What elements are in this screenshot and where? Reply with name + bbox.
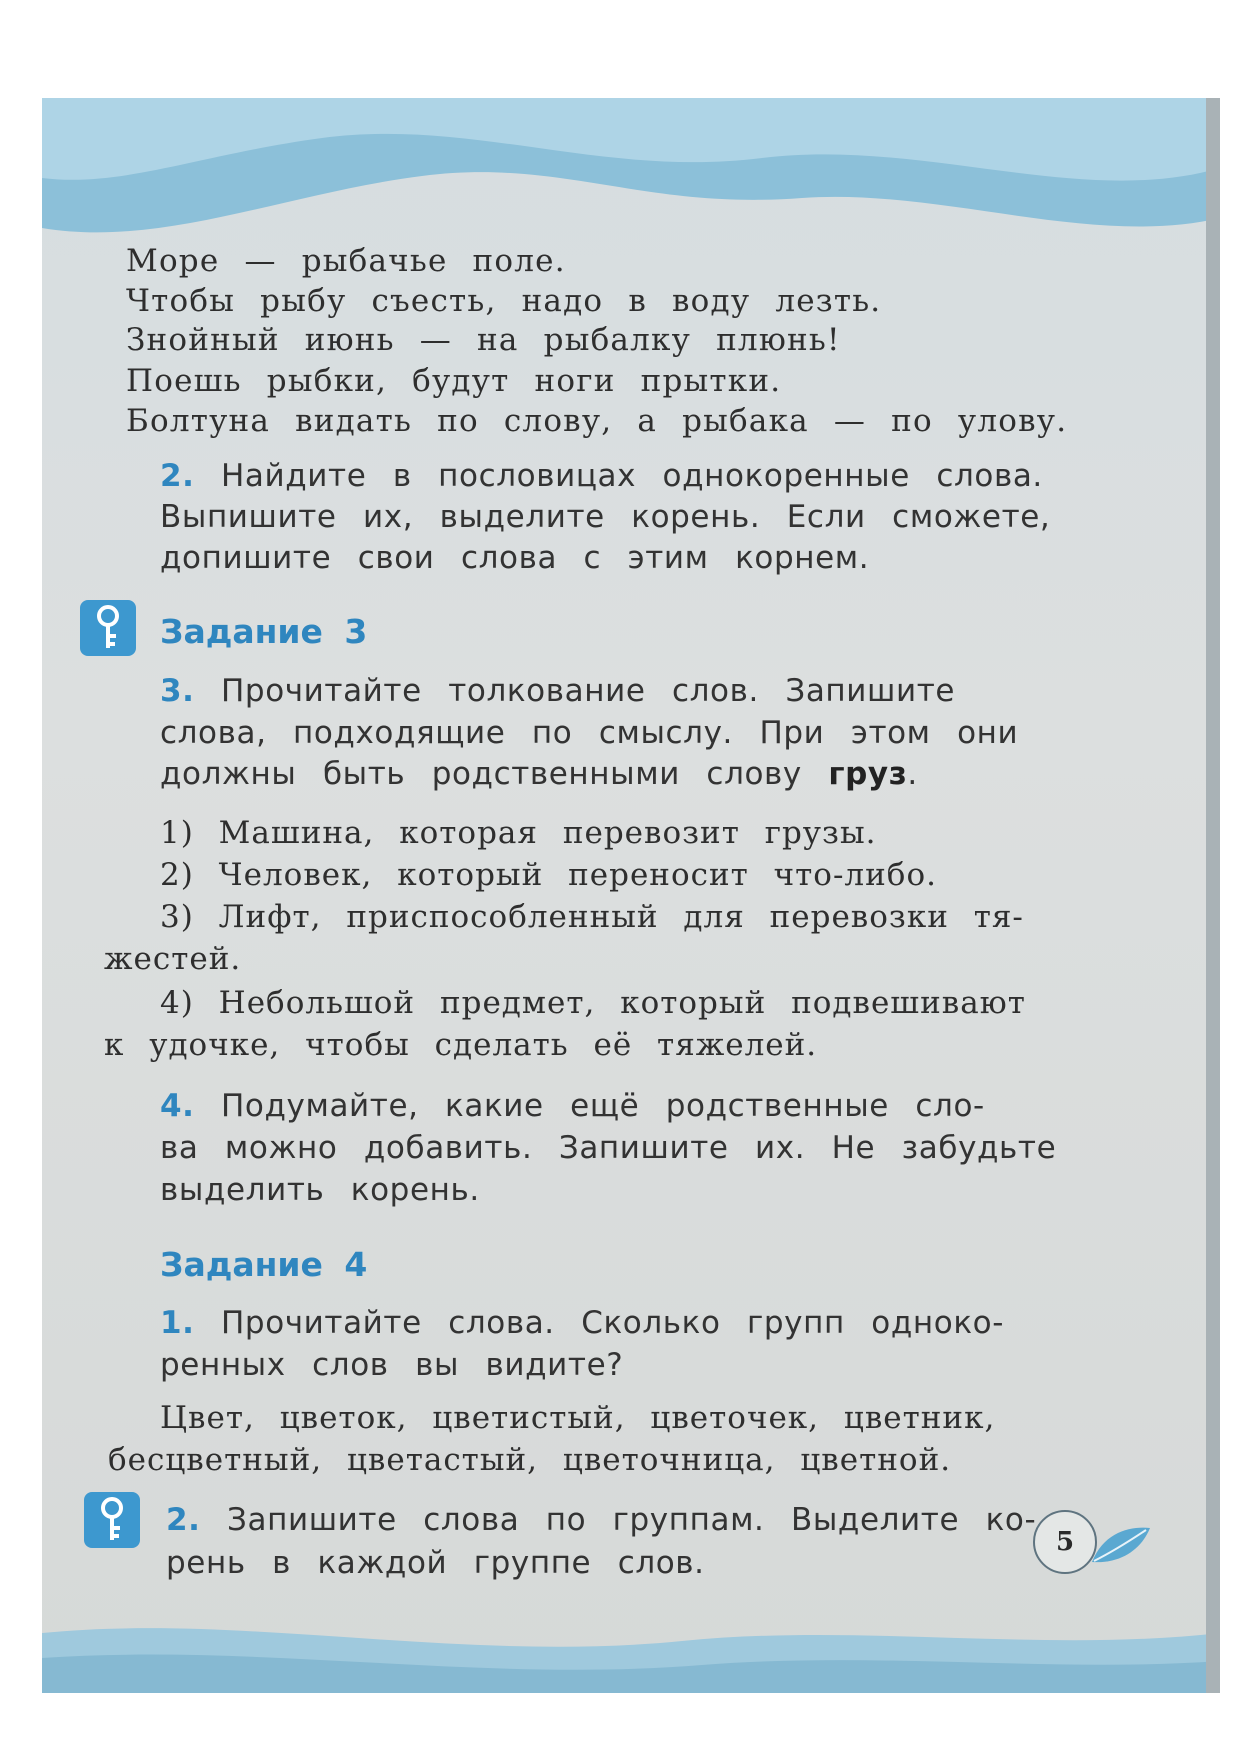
proverb-line: Поешь рыбки, будут ноги прытки. bbox=[126, 363, 782, 399]
leaf-icon bbox=[1090, 1522, 1152, 1566]
task-3-line: должны быть родственными слову груз. bbox=[160, 756, 918, 792]
task-number: 2. bbox=[160, 458, 195, 494]
root-word: груз bbox=[828, 756, 908, 792]
definition-item: 1) Машина, которая перевозит грузы. bbox=[160, 815, 877, 851]
word-list-line: Цвет, цветок, цветистый, цветочек, цветник, bbox=[160, 1400, 996, 1436]
task-3-line: слова, подходящие по смыслу. При этом они bbox=[160, 715, 1019, 751]
section-heading-3: Задание 3 bbox=[160, 612, 368, 651]
task-2-line: допишите свои слова с этим корнем. bbox=[160, 540, 870, 576]
task-number: 2. bbox=[166, 1502, 201, 1538]
task-4-line: ва можно добавить. Запишите их. Не забудьте bbox=[160, 1130, 1057, 1166]
definition-item: 3) Лифт, приспособленный для перевозки тя- bbox=[160, 899, 1024, 935]
task-2-line: 2. Найдите в пословицах однокоренные слова. bbox=[160, 458, 1043, 494]
word-list-line: бесцветный, цветастый, цветочница, цветной. bbox=[108, 1442, 952, 1478]
definition-item: к удочке, чтобы сделать её тяжелей. bbox=[104, 1027, 818, 1063]
task-4-line: 4. Подумайте, какие ещё родственные сло- bbox=[160, 1088, 985, 1124]
section-heading-4: Задание 4 bbox=[160, 1245, 368, 1284]
task-4-2-line: 2. Запишите слова по группам. Выделите ко- bbox=[166, 1502, 1037, 1538]
definition-item: жестей. bbox=[104, 941, 242, 977]
task-number: 1. bbox=[160, 1305, 195, 1341]
proverb-line: Чтобы рыбу съесть, надо в воду лезть. bbox=[126, 283, 882, 319]
proverb-line: Болтуна видать по слову, а рыбака — по улову. bbox=[126, 403, 1068, 439]
task-4-1-line: ренных слов вы видите? bbox=[160, 1347, 624, 1383]
task-4-1-line: 1. Прочитайте слова. Сколько групп одноко- bbox=[160, 1305, 1004, 1341]
task-number: 3. bbox=[160, 673, 195, 709]
key-icon bbox=[80, 600, 136, 656]
task-3-line: 3. Прочитайте толкование слов. Запишите bbox=[160, 673, 956, 709]
task-4-line: выделить корень. bbox=[160, 1172, 480, 1208]
task-4-2-line: рень в каждой группе слов. bbox=[166, 1545, 705, 1581]
key-icon bbox=[84, 1492, 140, 1548]
definition-item: 2) Человек, который переносит что-либо. bbox=[160, 857, 937, 893]
task-2-line: Выпишите их, выделите корень. Если сможете, bbox=[160, 499, 1051, 535]
proverb-line: Знойный июнь — на рыбалку плюнь! bbox=[126, 322, 841, 358]
definition-item: 4) Небольшой предмет, который подвешивают bbox=[160, 985, 1026, 1021]
task-number: 4. bbox=[160, 1088, 195, 1124]
page-number: 5 bbox=[1033, 1510, 1097, 1574]
proverb-line: Море — рыбачье поле. bbox=[126, 243, 566, 279]
